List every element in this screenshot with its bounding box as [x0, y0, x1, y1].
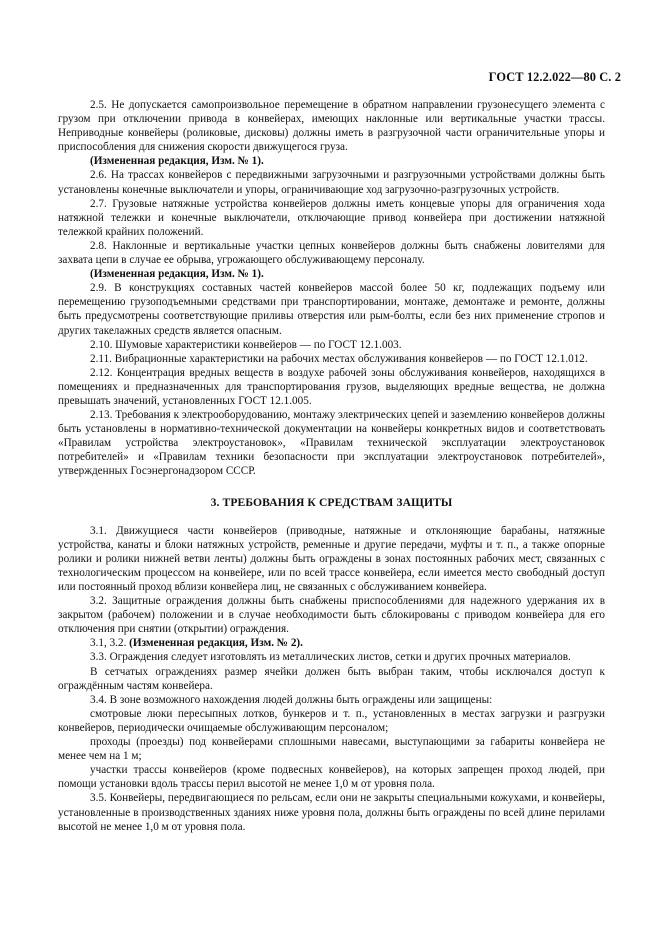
- paragraph-text: 3.1. Движущиеся части конвейеров (приводные, натяжные и отклоняющие барабаны, натяжные устройства, канаты и блоки натяжных устройств, ременные и другие передачи, муфты и т. п., а также опорные ролики и ролики нижней ветви ленты) должны быть ограждены в зонах постоянных рабочих мест, связанных с технологическим процессом на конвейере, или по всей трассе конвейера, если имеется место свободный доступ или постоянный проход вблизи конвейера лиц, не связанных с обслуживанием конвейера.: [58, 524, 605, 593]
- paragraph-text: 2.11. Вибрационные характеристики на рабочих местах обслуживания конвейеров — по ГОСТ 12.1.012.: [90, 352, 588, 365]
- paragraph: [58, 98, 605, 154]
- paragraph: [58, 154, 605, 168]
- paragraph: [58, 791, 605, 833]
- paragraph-text: участки трассы конвейеров (кроме подвесных конвейеров), на которых запрещен проход людей, при помощи установки вдоль трассы перил высотой не менее 1,0 м от уровня пола.: [58, 764, 605, 791]
- paragraph: [58, 366, 605, 408]
- paragraph-text: 2.10. Шумовые характеристики конвейеров — по ГОСТ 12.1.003.: [90, 338, 402, 351]
- paragraph-text: 2.6. На трассах конвейеров с передвижными загрузочными и разгрузочными устройствами должны быть установлены конечные выключатели и упоры, ограничивающие ход загрузочно-разгрузочных устройств.: [58, 169, 605, 196]
- section-3-body: [58, 524, 605, 834]
- section-3-title: 3. ТРЕБОВАНИЯ К СРЕДСТВАМ ЗАЩИТЫ: [210, 495, 453, 509]
- paragraph-text: 2.5. Не допускается самопроизвольное перемещение в обратном направлении грузонесущего элемента с грузом при отключении привода в конвейерах, имеющих наклонные или вертикальные участки трассы. Неприводные конвейеры (роликовые, дисковы) должны иметь в разгрузочной части ограничительные упоры и приспособления для снижения скорости движущегося груза.: [58, 99, 605, 154]
- paragraph: [58, 239, 605, 267]
- amendment-note: (Измененная редакция, Изм. № 1).: [90, 155, 264, 168]
- paragraph: [58, 352, 605, 366]
- paragraph: [58, 197, 605, 239]
- paragraph: [58, 168, 605, 196]
- paragraph-text: проходы (проезды) под конвейерами сплошными навесами, выступающими за габариты конвейера не менее чем на 1 м;: [58, 736, 605, 763]
- paragraph: [58, 524, 605, 594]
- paragraph-text: 2.7. Грузовые натяжные устройства конвейеров должны иметь концевые упоры для ограничения хода натяжной тележки и конечные выключатели, отключающие привод конвейера при достижении натяжной тележкой крайних положений.: [58, 197, 605, 238]
- paragraph-text: 3.2. Защитные ограждения должны быть снабжены приспособлениями для надежного удержания их в закрытом (рабочем) положении и в случае необходимости быть сблокированы с приводом конвейера для его отключения при снятии (открытии) ограждения.: [58, 595, 605, 636]
- paragraph-text: 2.13. Требования к электрооборудованию, монтажу электрических цепей и заземлению конвейеров должны быть установлены в нормативно-технической документации на конвейеры конкретных видов и соответствовать «Правилам устройства электроустановок», «Правилам технической эксплуатации электроустановок потребителей» и «Правилам техники безопасности при эксплуатации электроустановок потребителей», утвержденных Госэнергонадзором СССР.: [58, 409, 605, 478]
- paragraph-text: смотровые люки пересыпных лотков, бункеров и т. п., установленных в местах загрузки и разгрузки конвейеров, периодически очищаемые обслуживающим персоналом;: [58, 707, 605, 734]
- paragraph-text: 2.8. Наклонные и вертикальные участки цепных конвейеров должны быть снабжены ловителями для захвата цепи в случае ее обрыва, угрожающего обслуживающему персоналу.: [58, 239, 605, 267]
- paragraph: [58, 763, 605, 791]
- paragraph: [58, 707, 605, 735]
- paragraph: [58, 693, 605, 707]
- paragraph-prefix: 3.1, 3.2.: [90, 637, 130, 650]
- paragraph: [58, 338, 605, 352]
- paragraph: [58, 735, 605, 763]
- amendment-note: (Измененная редакция, Изм. № 1).: [90, 268, 264, 281]
- paragraph: [58, 281, 605, 337]
- paragraph: [58, 267, 605, 281]
- paragraph-text: В сетчатых ограждениях размер ячейки должен быть выбран таким, чтобы исключался доступ к ограждённым частям конвейера.: [58, 665, 605, 692]
- paragraph: [58, 650, 605, 664]
- paragraph: [58, 665, 605, 693]
- paragraph-text: 3.4. В зоне возможного нахождения людей должны быть ограждены или защищены:: [90, 693, 493, 706]
- document-body: [58, 98, 605, 834]
- section-2-body: [58, 98, 605, 479]
- paragraph: [58, 594, 605, 636]
- paragraph-text: 2.9. В конструкциях составных частей конвейеров массой более 50 кг, подлежащих подъему или перемещению грузоподъемными средствами при транспортировании, монтаже, демонтаже и ремонте, должны быть предусмотрены соответствующие приливы отверстия или рым-болты, если без них применение стропов и других такелажных средств является опасным.: [58, 282, 605, 337]
- paragraph: [58, 408, 605, 478]
- page-header: ГОСТ 12.2.022—80 С. 2: [488, 70, 621, 84]
- paragraph-text: 3.3. Ограждения следует изготовлять из металлических листов, сетки и других прочных материалов.: [90, 651, 571, 664]
- paragraph-text: 2.12. Концентрация вредных веществ в воздухе рабочей зоны обслуживания конвейеров, находящихся в помещениях и предназначенных для транспортирования грузов, выделяющих вредные вещества, не должна превышать значений, установленных ГОСТ 12.1.005.: [58, 366, 605, 407]
- paragraph: [58, 636, 605, 650]
- amendment-note: (Измененная редакция, Изм. № 2).: [129, 637, 303, 650]
- paragraph-text: 3.5. Конвейеры, передвигающиеся по рельсам, если они не закрыты специальными кожухами, и конвейеры, установленные в производственных зданиях ниже уровня пола, должны быть ограждены по всей длине перилами высотой не менее 1,0 м от уровня пола.: [58, 792, 605, 833]
